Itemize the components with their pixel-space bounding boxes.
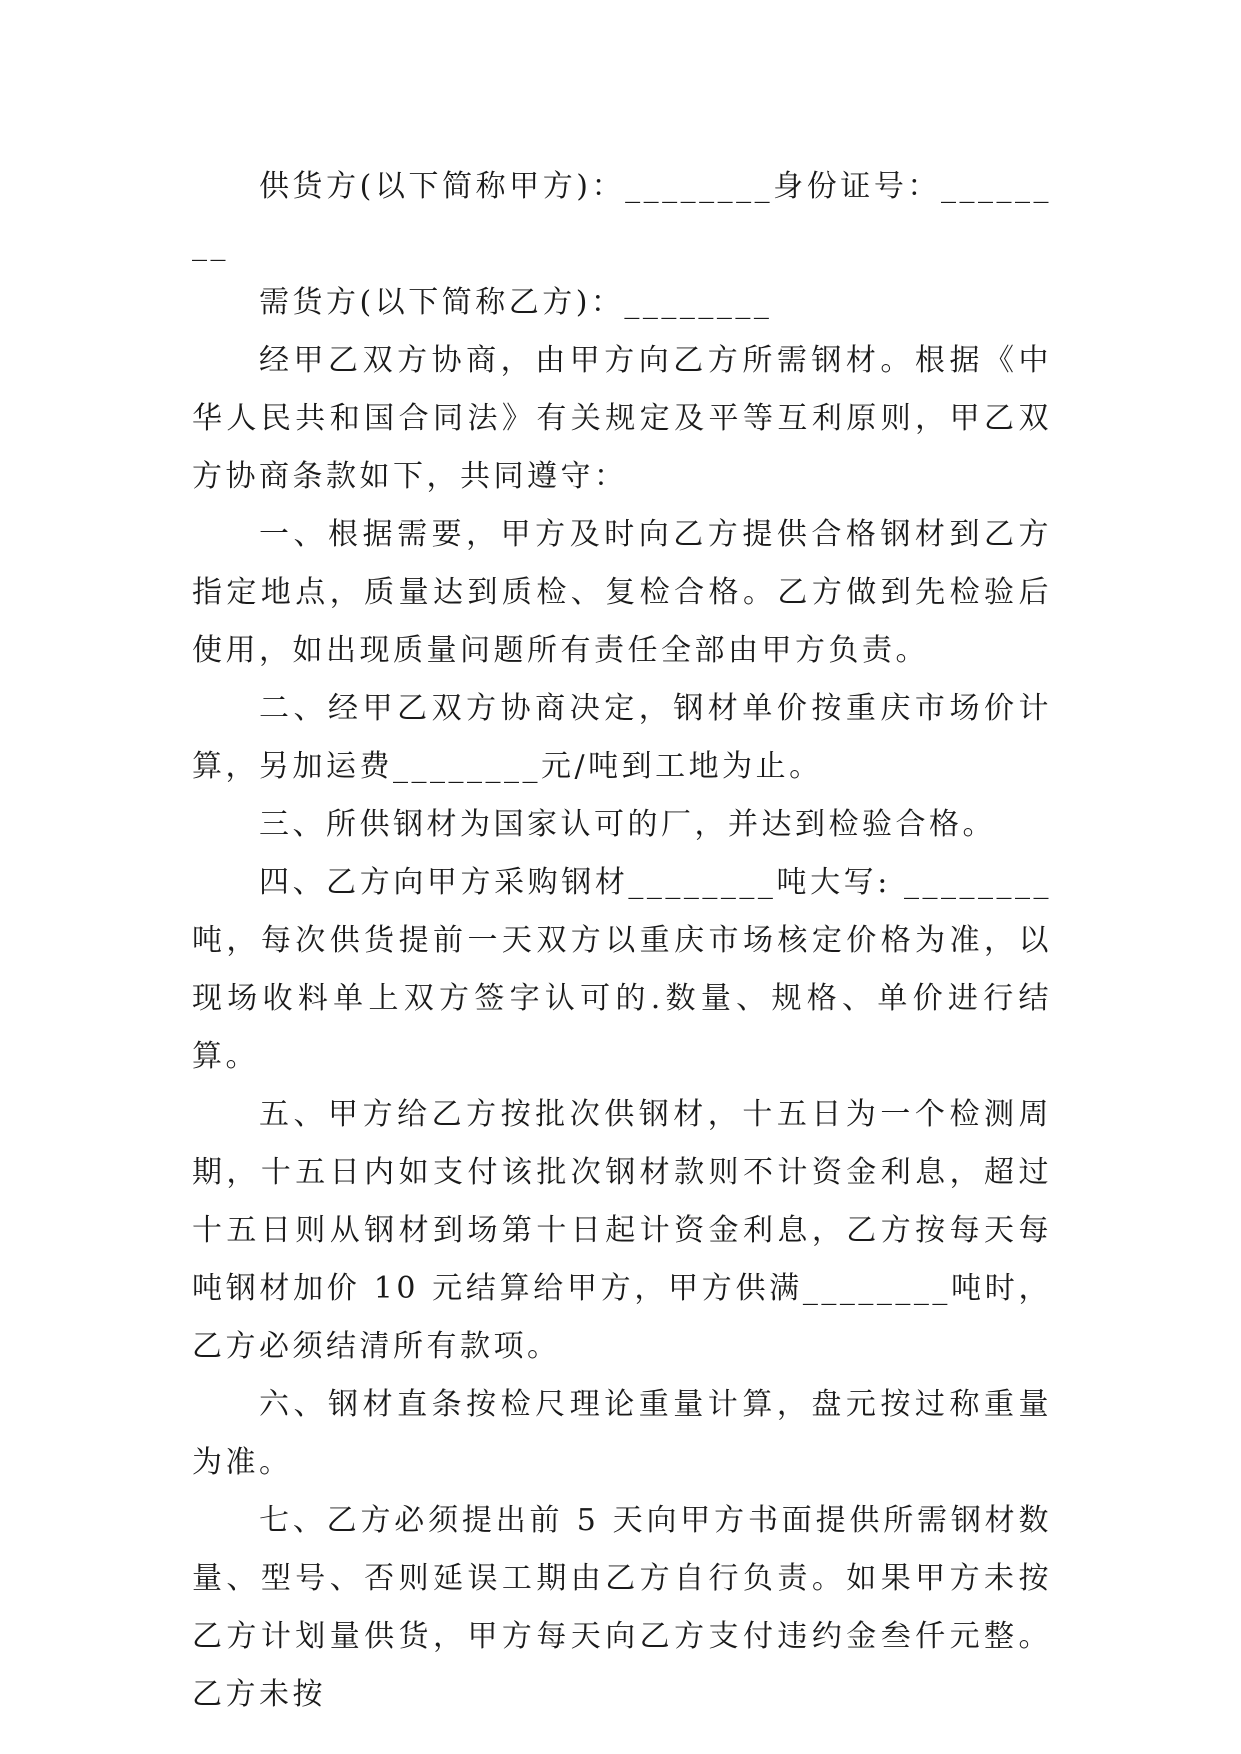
party-b-line: 需货方(以下简称乙方)：________ xyxy=(259,285,773,320)
clause-7: 七、乙方必须提出前 5 天向甲方书面提供所需钢材数量、型号、否则延误工期由乙方自行负责。如果甲方未按乙方计划量供货，甲方每天向乙方支付违约金叁仟元整。乙方未按 xyxy=(192,1503,1052,1712)
clause-6: 六、钢材直条按检尺理论重量计算，盘元按过称重量为准。 xyxy=(192,1387,1052,1480)
clause-1: 一、根据需要，甲方及时向乙方提供合格钢材到乙方指定地点，质量达到质检、复检合格。乙方做到先检验后使用，如出现质量问题所有责任全部由甲方负责。 xyxy=(192,517,1052,668)
document-body xyxy=(192,158,1052,1724)
clause-4: 四、乙方向甲方采购钢材________吨大写: ________吨，每次供货提前一天双方以重庆市场核定价格为准，以现场收料单上双方签字认可的.数量、规格、单价进行结算。 xyxy=(192,865,1052,1074)
clause-2: 二、经甲乙双方协商决定，钢材单价按重庆市场价计算，另加运费________元/吨到工地为止。 xyxy=(192,691,1052,784)
party-a-line: 供货方(以下简称甲方)：________身份证号：________ xyxy=(192,169,1052,262)
preamble-paragraph: 经甲乙双方协商，由甲方向乙方所需钢材。根据《中华人民共和国合同法》有关规定及平等互利原则，甲乙双方协商条款如下，共同遵守： xyxy=(192,343,1052,494)
clause-3: 三、所供钢材为国家认可的厂，并达到检验合格。 xyxy=(259,807,996,842)
clause-5: 五、甲方给乙方按批次供钢材，十五日为一个检测周期，十五日内如支付该批次钢材款则不计资金利息，超过十五日则从钢材到场第十日起计资金利息，乙方按每天每吨钢材加价 10 元结算给甲方，甲方供满________吨时，乙方必须结清所有款项。 xyxy=(192,1097,1052,1364)
